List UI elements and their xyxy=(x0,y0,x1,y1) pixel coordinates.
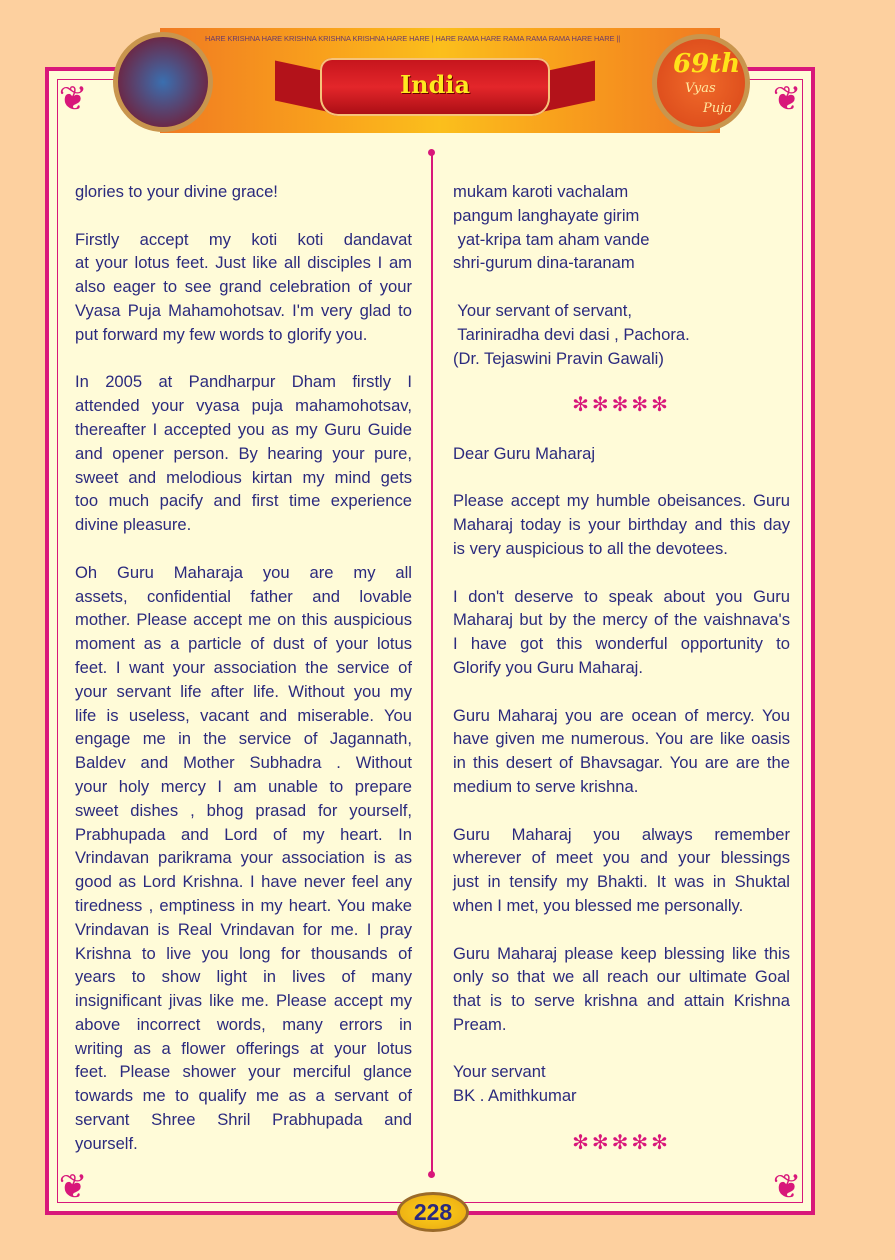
paragraph xyxy=(453,823,790,918)
paragraph xyxy=(453,489,790,560)
text-line: Your servant of servant, xyxy=(453,300,632,320)
text-line: Tariniradha devi dasi , Pachora. xyxy=(453,324,690,344)
text-line: I have got this wonderful opportunity to xyxy=(453,634,790,654)
text-line: assets, confidential father and lovable xyxy=(75,586,412,606)
mantra-text: HARE KRISHNA HARE KRISHNA KRISHNA KRISHNA HARE HARE | HARE RAMA HARE RAMA RAMA RAMA HARE HARE || xyxy=(205,34,621,43)
paragraph xyxy=(453,704,790,799)
text-line: feet. I want your association the service of xyxy=(75,657,412,677)
text-line: Maharaj today is your birthday and this day xyxy=(453,515,790,535)
text-line: mother. Please accept me on this auspicious xyxy=(75,610,412,630)
text-line: I don't deserve to speak about you Guru xyxy=(453,586,790,606)
text-line: thereafter I accepted you as my Guru Guide xyxy=(75,419,412,439)
divider-dot xyxy=(428,1171,435,1178)
text-line: Oh Guru Maharaja you are my all xyxy=(75,562,412,582)
text-line: servant Shree Shril Prabhupada and xyxy=(75,1110,412,1130)
star-separator: ✻✻✻✻✻ xyxy=(572,1131,671,1154)
paragraph xyxy=(453,442,790,466)
text-line: in this desert of Bhavsagar. You are are the xyxy=(453,753,790,773)
text-line: good as Lord Krishna. I have never feel any xyxy=(75,872,412,892)
text-line: BK . Amithkumar xyxy=(453,1086,577,1106)
paragraph xyxy=(453,299,790,370)
text-line: Guru Maharaj you are ocean of mercy. You xyxy=(453,705,790,725)
text-line: towards me to qualify me as a servant of xyxy=(75,1086,412,1106)
badge-number: 69th xyxy=(673,49,741,79)
text-line: Pream. xyxy=(453,1014,507,1034)
text-line: put forward my few words to glorify you. xyxy=(75,324,368,344)
text-line: Vrindavan is Real Vrindavan for me. I pray xyxy=(75,919,412,939)
text-line: Please accept my humble obeisances. Guru xyxy=(453,491,790,511)
text-line: Glorify you Guru Maharaj. xyxy=(453,657,643,677)
text-line: yourself. xyxy=(75,1133,138,1153)
text-line: your holy mercy I am unable to prepare xyxy=(75,776,412,796)
text-line: when I met, you blessed me personally. xyxy=(453,895,744,915)
text-line: shri-gurum dina-taranam xyxy=(453,253,635,273)
text-line: too much pacify and first time experience xyxy=(75,491,412,511)
text-line: only so that we all reach our ultimate Goal xyxy=(453,967,790,987)
paragraph xyxy=(75,561,412,1156)
text-line: just in tensify my Bhakti. It was in Shuktal xyxy=(453,872,790,892)
text-line: Krishna to live you long for thousands of xyxy=(75,943,412,963)
vyas-puja-badge xyxy=(652,34,750,132)
text-line: is very auspicious to all the devotees. xyxy=(453,538,728,558)
flourish-icon: ❦ xyxy=(58,80,88,118)
text-line: Dear Guru Maharaj xyxy=(453,443,596,463)
text-line: tiredness , emptiness in my heart. You make xyxy=(75,895,412,915)
page-number: 228 xyxy=(397,1192,469,1232)
paragraph xyxy=(453,585,790,680)
text-line: Guru Maharaj you always remember xyxy=(453,824,790,844)
left-column xyxy=(75,180,412,1179)
text-line: medium to serve krishna. xyxy=(453,776,639,796)
text-line: sweet dishes , bhog prasad for yourself, xyxy=(75,800,412,820)
text-line: attended your vyasa puja mahamohotsav, xyxy=(75,396,412,416)
text-line: also eager to see grand celebration of your xyxy=(75,277,412,297)
text-line: Vyasa Puja Mahamohotsav. I'm very glad to xyxy=(75,300,412,320)
section-title: India xyxy=(399,70,471,99)
paragraph xyxy=(453,942,790,1037)
text-line: wherever of meet you and your blessings xyxy=(453,848,790,868)
text-line: (Dr. Tejaswini Pravin Gawali) xyxy=(453,348,664,368)
flourish-icon: ❦ xyxy=(772,80,802,118)
text-line: moment as a particle of dust of your lotus xyxy=(75,634,412,654)
badge-line1: Vyas xyxy=(685,81,716,96)
paragraph xyxy=(75,180,412,204)
text-line: Firstly accept my koti koti dandavat xyxy=(75,229,412,249)
text-line: Guru Maharaj please keep blessing like this xyxy=(453,943,790,963)
text-line: Prabhupada and Lord of my heart. In xyxy=(75,824,412,844)
text-line: engage me in the service of Jagannath, xyxy=(75,729,412,749)
badge-line2: Puja xyxy=(703,101,732,116)
deity-image xyxy=(113,32,213,132)
divider-dot xyxy=(428,149,435,156)
flourish-icon: ❦ xyxy=(58,1168,88,1206)
text-line: Vrindavan parikrama your association is as xyxy=(75,848,412,868)
text-line: and opener person. By hearing your pure, xyxy=(75,443,412,463)
text-line: In 2005 at Pandharpur Dham firstly I xyxy=(75,372,412,392)
text-line: writing as a flower offerings at your lotus xyxy=(75,1038,412,1058)
text-line: life is useless, vacant and miserable. You xyxy=(75,705,412,725)
text-line: have given me numerous. You are like oasis xyxy=(453,729,790,749)
text-line: divine pleasure. xyxy=(75,515,192,535)
paragraph xyxy=(75,370,412,537)
paragraph xyxy=(75,228,412,347)
text-line: yat-kripa tam aham vande xyxy=(453,229,650,249)
paragraph xyxy=(453,180,790,275)
text-line: your servant life after life. Without you my xyxy=(75,681,412,701)
right-column xyxy=(453,180,790,1179)
paragraph xyxy=(453,1060,790,1108)
text-line: sweet and melodious kirtan my mind gets xyxy=(75,467,412,487)
text-line: above incorrect words, many errors in xyxy=(75,1014,412,1034)
text-line: at your lotus feet. Just like all disciples I am xyxy=(75,253,412,273)
text-line: feet. Please shower your merciful glance xyxy=(75,1062,412,1082)
text-line: glories to your divine grace! xyxy=(75,182,278,201)
text-line: that is to serve krishna and attain Krishna xyxy=(453,991,790,1011)
text-line: pangum langhayate girim xyxy=(453,205,640,225)
text-line: Baldev and Mother Subhadra . Without xyxy=(75,753,412,773)
flourish-icon: ❦ xyxy=(772,1168,802,1206)
text-line: Your servant xyxy=(453,1062,546,1082)
text-line: years to show light in lives of many xyxy=(75,967,412,987)
text-line: Maharaj but by the mercy of the vaishnava's xyxy=(453,610,790,630)
column-divider xyxy=(431,152,433,1174)
text-line: insignificant jivas like me. Please accept my xyxy=(75,991,412,1011)
text-line: mukam karoti vachalam xyxy=(453,182,629,201)
star-separator: ✻✻✻✻✻ xyxy=(572,394,671,417)
